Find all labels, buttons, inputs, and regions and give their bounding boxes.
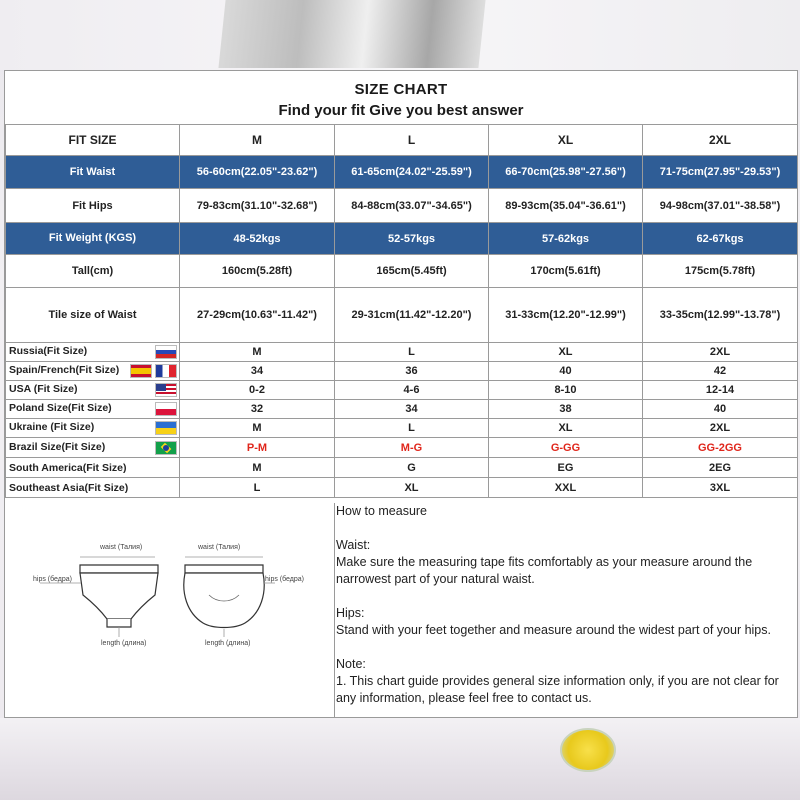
measure-value: 175cm(5.78ft) [643,255,798,288]
region-value: 40 [643,400,798,419]
header-cell: XL [489,125,643,156]
region-value: 40 [489,362,643,381]
measure-value: 61-65cm(24.02"-25.59") [335,156,489,189]
measure-value: 94-98cm(37.01"-38.58") [643,189,798,223]
measure-value: 84-88cm(33.07"-34.65") [335,189,489,223]
region-value: M [180,419,335,438]
region-value: 38 [489,400,643,419]
waist-label-left: waist (Талия) [100,544,143,551]
measure-value: 56-60cm(22.05"-23.62") [180,156,335,189]
region-label-cell [6,458,180,478]
header-cell: M [180,125,335,156]
region-value: G [335,458,489,478]
measure-value: 52-57kgs [335,223,489,255]
region-value: 2XL [643,419,798,438]
hips-label-right: hips (бедра) [265,576,304,583]
region-value: XL [489,419,643,438]
chart-subtitle: Find your fit Give you best answer [278,102,524,119]
length-label-left: length (длина) [101,640,147,647]
region-label: Southeast Asia(Fit Size) [9,481,129,494]
waist-text: Make sure the measuring tape fits comfortably as your measure around the narrowest part of your natural waist. [336,555,753,586]
measure-row [6,255,798,288]
background-photo [218,0,485,68]
spain-flag-icon [130,364,152,378]
measure-value: 62-67kgs [643,223,798,255]
measure-label: Fit Hips [6,189,180,223]
region-row [6,343,798,362]
region-value: 3XL [643,478,798,498]
header-cell: 2XL [643,125,798,156]
region-label-cell [6,381,180,400]
region-label: Poland Size(Fit Size) [9,402,112,414]
france-flag-icon [155,364,177,378]
measure-row [6,189,798,223]
region-value: L [335,343,489,362]
region-value: 34 [335,400,489,419]
region-value: XXL [489,478,643,498]
region-row [6,478,798,498]
region-value: 42 [643,362,798,381]
region-label: Spain/French(Fit Size) [9,364,120,376]
region-value: 4-6 [335,381,489,400]
poland-flag-icon [155,402,177,416]
measure-value: 66-70cm(25.98"-27.56") [489,156,643,189]
region-value: M [180,458,335,478]
region-label-cell [6,343,180,362]
hips-label-left: hips (бедра) [33,576,72,583]
region-value: XL [335,478,489,498]
region-value: 2EG [643,458,798,478]
measure-value: 89-93cm(35.04"-36.61") [489,189,643,223]
measure-label: Fit Weight (KGS) [6,223,180,255]
region-row [6,400,798,419]
brazil-flag-icon [155,441,177,455]
usa-flag-icon [155,383,177,397]
chart-title: SIZE CHART [354,81,448,98]
region-label: South America(Fit Size) [9,461,127,474]
waist-label-right: waist (Талия) [198,544,241,551]
region-value: M-G [335,438,489,458]
chart-header [5,71,797,125]
measure-value: 31-33cm(12.20"-12.99") [489,288,643,343]
region-value: L [335,419,489,438]
measure-diagram [5,503,335,717]
region-label-cell [6,362,180,381]
region-value: EG [489,458,643,478]
region-value: G-GG [489,438,643,458]
region-label-cell [6,400,180,419]
measure-value: 79-83cm(31.10"-32.68") [180,189,335,223]
region-value: 12-14 [643,381,798,400]
lemon-slice-image [560,728,616,772]
measure-value: 165cm(5.45ft) [335,255,489,288]
measure-row [6,156,798,189]
region-label: Russia(Fit Size) [9,345,88,357]
measure-section [5,503,797,717]
measure-row [6,223,798,255]
measure-value: 48-52kgs [180,223,335,255]
region-label: Brazil Size(Fit Size) [9,440,106,453]
measure-instructions [336,503,794,717]
underwear-diagram-icon [5,503,334,717]
region-value: P-M [180,438,335,458]
header-cell: FIT SIZE [6,125,180,156]
measure-value: 27-29cm(10.63"-11.42") [180,288,335,343]
measure-value: 33-35cm(12.99"-13.78") [643,288,798,343]
measure-label: Tall(cm) [6,255,180,288]
region-value: M [180,343,335,362]
size-table-body [6,125,798,498]
region-row [6,458,798,478]
header-cell: L [335,125,489,156]
region-row [6,438,798,458]
russia-flag-icon [155,345,177,359]
measure-value: 57-62kgs [489,223,643,255]
background-bottom [0,718,800,800]
region-value: 36 [335,362,489,381]
region-row [6,419,798,438]
hips-title: Hips: [336,606,365,620]
note-text: 1. This chart guide provides general size information only, if you are not clear for any information, please feel free to contact us. [336,674,779,705]
note-title: Note: [336,657,366,671]
measure-value: 160cm(5.28ft) [180,255,335,288]
hips-text: Stand with your feet together and measure around the widest part of your hips. [336,623,771,637]
region-row [6,362,798,381]
region-value: XL [489,343,643,362]
waist-title: Waist: [336,538,371,552]
region-value: GG-2GG [643,438,798,458]
measure-heading: How to measure [336,504,428,518]
region-row [6,381,798,400]
measure-value: 29-31cm(11.42"-12.20") [335,288,489,343]
region-label-cell [6,438,180,458]
length-label-right: length (длина) [205,640,251,647]
region-label: Ukraine (Fit Size) [9,421,95,433]
measure-row [6,288,798,343]
measure-value: 170cm(5.61ft) [489,255,643,288]
region-value: L [180,478,335,498]
size-table [5,124,798,498]
measure-label: Tile size of Waist [6,288,180,343]
region-value: 8-10 [489,381,643,400]
region-value: 34 [180,362,335,381]
measure-value: 71-75cm(27.95"-29.53") [643,156,798,189]
region-value: 32 [180,400,335,419]
measure-label: Fit Waist [6,156,180,189]
region-label-cell [6,419,180,438]
region-label: USA (Fit Size) [9,383,78,395]
size-chart [4,70,798,718]
region-label-cell [6,478,180,498]
header-row [6,125,798,156]
ukraine-flag-icon [155,421,177,435]
region-value: 2XL [643,343,798,362]
region-value: 0-2 [180,381,335,400]
